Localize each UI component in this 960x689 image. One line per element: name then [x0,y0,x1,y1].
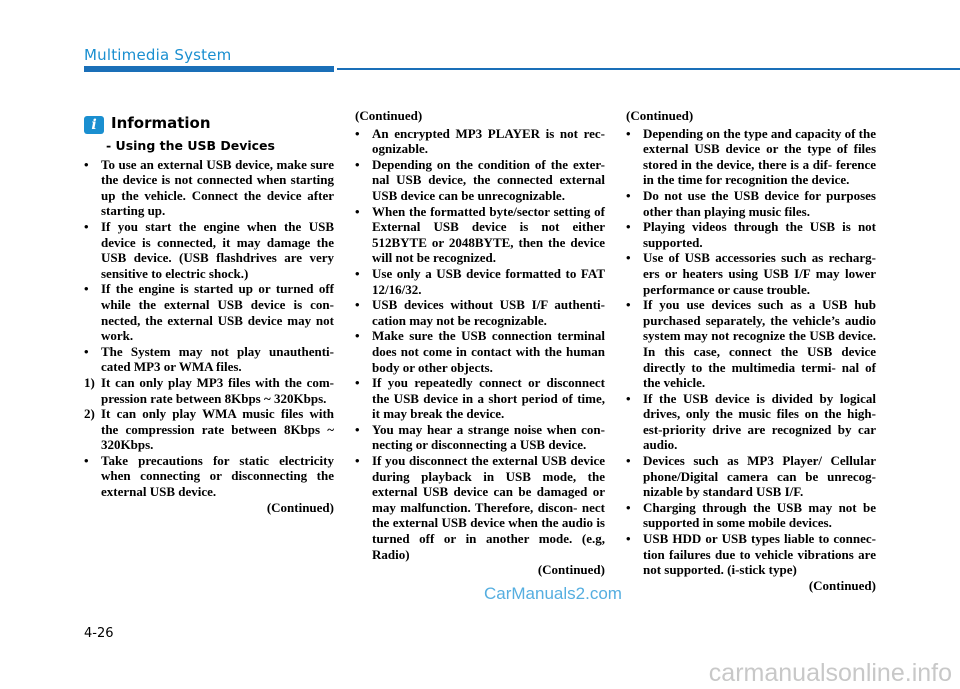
list-item [626,391,876,453]
bullet-marker: • [84,281,89,297]
item-text: If you disconnect the external USB device during playback in USB mode, the external USB device can be damaged or may malfunction. Therefore, discon- nect the external USB device when the audio is turned off or in another mode. (e.g, Radio) [372,453,605,562]
item-text: If you use devices such as a USB hub purchased separately, the vehicle’s audio system may not recognize the USB device. In this case, connect the USB device directly to the multimedia termi- nal of the vehicle. [643,297,876,391]
list-item [355,328,605,375]
item-text: If you start the engine when the USB device is connected, it may damage the USB device. (USB flashdrives are very sensitive to electric shock.) [101,218,334,281]
bullet-marker: • [84,156,89,172]
list-item [626,219,876,250]
item-text: Depending on the condition of the exter- nal USB device, the connected external USB device can be unrecognizable. [372,156,605,203]
bullet-marker: • [626,499,631,515]
bullet-marker: • [626,250,631,266]
number-marker: 2) [84,406,95,422]
list-item [84,157,334,219]
list-item [626,188,876,219]
bullet-marker: • [355,265,360,281]
watermark-link[interactable]: CarManuals2.com [484,584,622,603]
item-text: Devices such as MP3 Player/ Cellular phone/Digital camera can be unrecog- nizable by standard USB I/F. [643,453,876,500]
footer-bar [0,657,960,689]
info-icon: i [84,116,104,134]
item-text: USB HDD or USB types liable to connec- tion failures due to vehicle vibrations are not supported. (i-stick type) [643,531,876,578]
list-item [84,375,334,406]
bullet-marker: • [626,219,631,235]
item-text: If the engine is started up or turned off while the external USB device is con- nected, the external USB device may not work. [101,281,334,344]
list-item [84,344,334,375]
continued-top-label: (Continued) [355,108,423,123]
information-title: Information [111,114,211,132]
bullet-marker: • [355,156,360,172]
item-text: Take precautions for static electricity when connecting or disconnecting the external USB device. [101,452,334,500]
continued-label: (Continued) [808,577,876,593]
item-text: Playing videos through the USB is not supported. [643,219,876,250]
bullet-marker: • [84,452,89,468]
item-text: Make sure the USB connection terminal does not come in contact with the human body or other objects. [372,328,605,375]
continued-label: (Continued) [537,562,605,578]
footer-watermark[interactable]: carmanualsonline.info [708,659,952,687]
page-number: 4-26 [84,626,114,641]
header-rule-thick [84,66,334,72]
item-text: You may hear a strange noise when con- necting or disconnecting a USB device. [372,421,605,453]
list-item [626,126,876,188]
section-title: Multimedia System [84,46,232,64]
list-item [355,126,605,157]
item-text: Charging through the USB may not be supported in some mobile devices. [643,499,876,531]
item-text: Do not use the USB device for purposes other than playing music files. [643,187,876,219]
list-item [355,297,605,328]
item-text: Depending on the type and capacity of the external USB device or the type of files stored in the device, there is a dif- ference in the time for recognition the device. [643,125,876,188]
column-3 [626,108,876,593]
item-text: Use of USB accessories such as recharg- ers or heaters using USB I/F may lower performance or cause trouble. [643,250,876,297]
bullet-marker: • [355,203,360,219]
bullet-marker: • [626,531,631,547]
bullet-marker: • [626,390,631,406]
bullet-marker: • [355,125,360,141]
bullet-marker: • [84,343,89,359]
item-text: Use only a USB device formatted to FAT 12/16/32. [372,265,605,297]
bullet-marker: • [355,375,360,391]
item-text: It can only play WMA music files with the compression rate between 8Kbps ~ 320Kbps. [101,406,334,453]
continued-top-label: (Continued) [626,108,694,123]
item-text: The System may not play unauthenti- cated MP3 or WMA files. [101,343,334,375]
item-text: It can only play MP3 files with the com- pression rate between 8Kbps ~ 320Kbps. [101,374,334,406]
subheading: - Using the USB Devices [106,138,275,153]
list-item [355,157,605,204]
column-1 [84,116,334,515]
list-item [355,453,605,562]
list-item [626,453,876,500]
column-2 [355,108,605,578]
bullet-marker: • [626,125,631,141]
bullet-marker: • [626,297,631,313]
item-text: To use an external USB device, make sure the device is not connected when starting up the vehicle. Connect the device after starting up. [101,156,334,219]
item-text: When the formatted byte/sector setting of External USB device is not either 512BYTE or 2048BYTE, then the device will not be recognized. [372,203,605,266]
bullet-marker: • [84,218,89,234]
list-item [84,406,334,453]
number-marker: 1) [84,374,95,390]
bullet-marker: • [355,297,360,313]
item-text: If the USB device is divided by logical drives, only the music files on the high- est-priority drive are recognized by car audio. [643,390,876,453]
item-text: An encrypted MP3 PLAYER is not rec- ognizable. [372,125,605,157]
list-item [626,250,876,297]
list-item [626,500,876,531]
header-rule-thin [337,68,960,70]
continued-label: (Continued) [266,499,334,515]
list-item [355,422,605,453]
bullet-marker: • [355,453,360,469]
bullet-marker: • [355,328,360,344]
list-item [84,453,334,500]
bullet-marker: • [626,187,631,203]
item-text: If you repeatedly connect or disconnect the USB device in a short period of time, it may break the device. [372,375,605,422]
list-item [626,297,876,391]
list-item [355,204,605,266]
list-item [626,531,876,578]
list-item [355,266,605,297]
information-heading [84,116,334,138]
list-item [355,375,605,422]
bullet-marker: • [355,421,360,437]
bullet-marker: • [626,453,631,469]
item-text: USB devices without USB I/F authenti- cation may not be recognizable. [372,297,605,328]
list-item [84,219,334,281]
list-item [84,281,334,343]
